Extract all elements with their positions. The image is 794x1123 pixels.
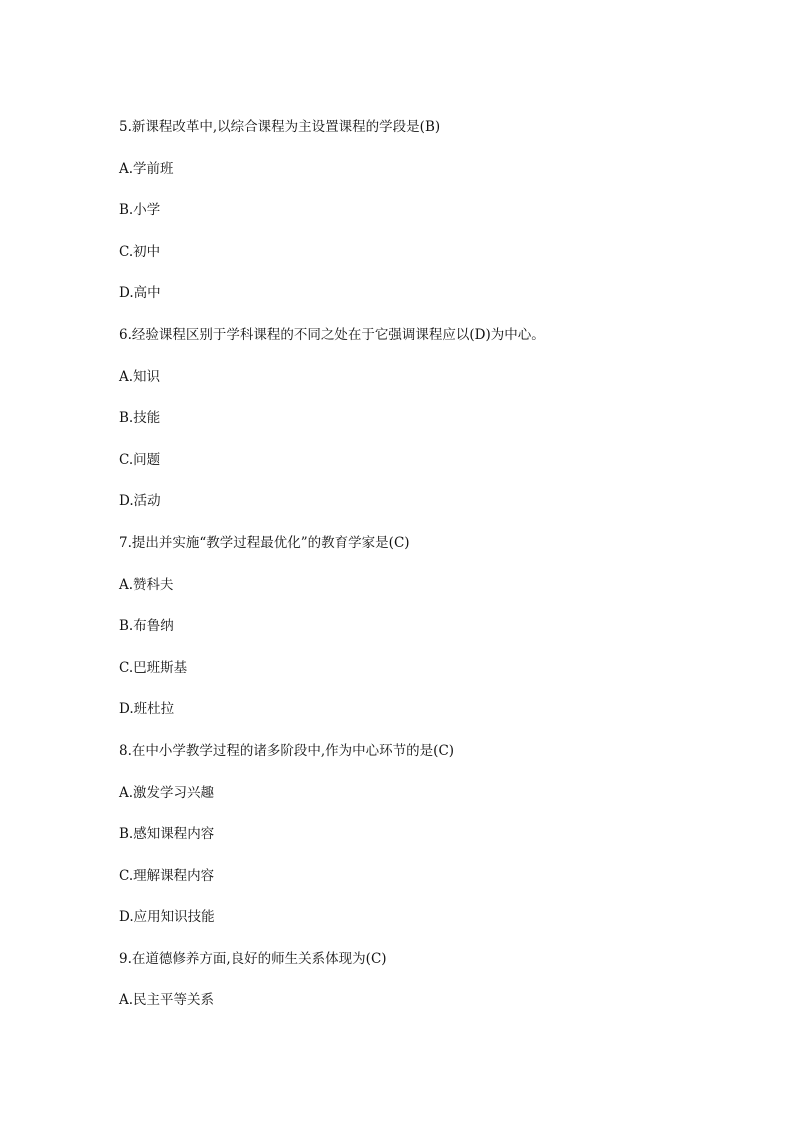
question-7-stem: 7.提出并实施“教学过程最优化”的教育学家是(C) [119,534,410,551]
question-5-option-a: A.学前班 [119,160,174,177]
question-5-option-c: C.初中 [119,243,161,260]
question-5-option-d: D.高中 [119,285,161,302]
question-6-option-c: C.问题 [119,451,161,468]
question-8-option-c: C.理解课程内容 [119,867,215,884]
question-5-stem: 5.新课程改革中,以综合课程为主设置课程的学段是(B) [119,119,441,135]
question-7-option-d: D.班杜拉 [119,701,175,718]
question-7-option-b: B.布鲁纳 [119,618,174,635]
question-8-option-a: A.激发学习兴趣 [119,784,215,801]
question-6-option-a: A.知识 [119,368,161,385]
question-8-option-b: B.感知课程内容 [119,826,215,843]
question-7-option-a: A.赞科夫 [119,576,174,593]
question-9-stem: 9.在道德修养方面,良好的师生关系体现为(C) [119,950,387,967]
question-9-option-a: A.民主平等关系 [119,992,215,1009]
question-8-stem: 8.在中小学教学过程的诸多阶段中,作为中心环节的是(C) [119,742,455,759]
question-8-option-d: D.应用知识技能 [119,909,215,926]
question-7-option-c: C.巴班斯基 [119,659,188,676]
question-list [119,116,739,1031]
question-6-option-d: D.活动 [119,493,161,510]
question-5-option-b: B.小学 [119,202,161,219]
question-6-option-b: B.技能 [119,410,161,427]
question-6-stem: 6.经验课程区别于学科课程的不同之处在于它强调课程应以(D)为中心。 [119,326,545,343]
